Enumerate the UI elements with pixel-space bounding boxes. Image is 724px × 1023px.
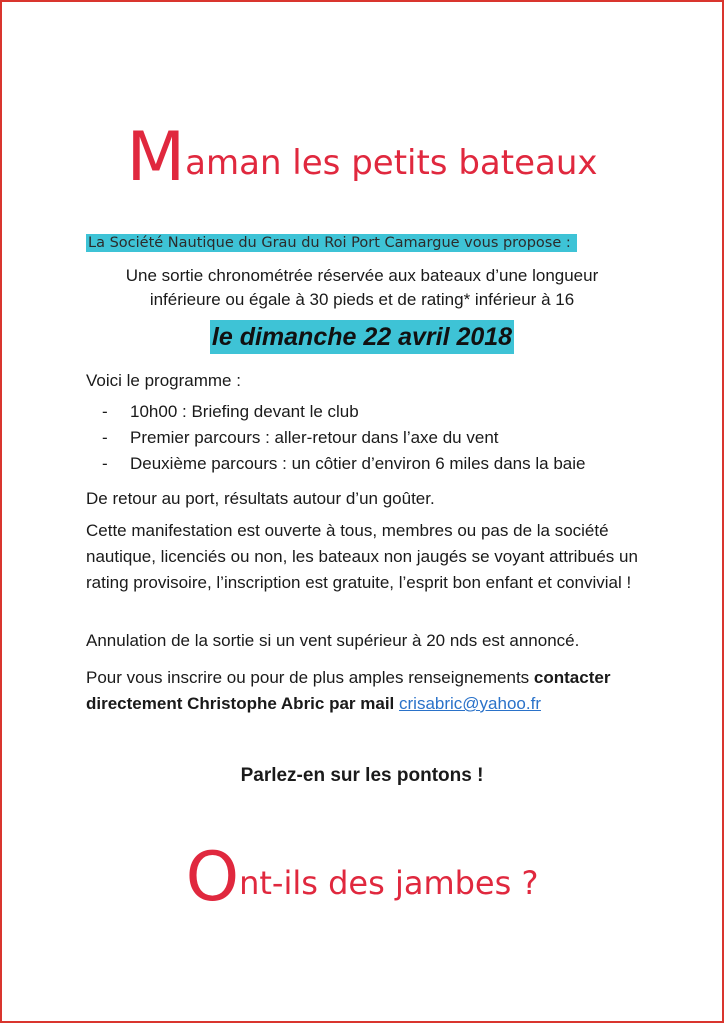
bullet-dash: - (102, 428, 108, 447)
program-item-text: Deuxième parcours : un côtier d’environ 6 miles dans la baie (130, 454, 586, 473)
description-line-1: Une sortie chronométrée réservée aux bateaux d’une longueur (125, 266, 599, 285)
cancel-paragraph: Annulation de la sortie si un vent supérieur à 20 nds est annoncé. (86, 631, 580, 650)
event-description (2, 264, 722, 312)
open-paragraph: Cette manifestation est ouverte à tous, membres ou pas de la société nautique, licenciés ou non, les bateaux non jaugés se voyant attribués un rating provisoire, l’inscription est gratuite, l’esprit bon enfant et convivial ! (86, 521, 638, 592)
program-item-text: Premier parcours : aller-retour dans l’axe du vent (130, 428, 499, 447)
intro-line (86, 234, 577, 252)
description-line-2: inférieure ou égale à 30 pieds et de rating* inférieur à 16 (149, 290, 575, 309)
program-intro: Voici le programme : (86, 371, 241, 390)
program-list (102, 399, 585, 477)
program-item-text: 10h00 : Briefing devant le club (130, 402, 359, 421)
contact-prefix: Pour vous inscrire ou pour de plus amples renseignements (86, 668, 534, 687)
event-date-line (2, 320, 722, 354)
program-item (102, 399, 585, 425)
return-paragraph: De retour au port, résultats autour d’un goûter. (86, 489, 435, 508)
headline-rest: aman les petits bateaux (185, 143, 598, 183)
event-date: le dimanche 22 avril 2018 (210, 320, 514, 354)
program-item (102, 451, 585, 477)
slogan: Parlez-en sur les pontons ! (240, 765, 484, 786)
program-item (102, 425, 585, 451)
closing-title (2, 838, 722, 917)
bullet-dash: - (102, 454, 108, 473)
closing-initial: O (185, 838, 240, 917)
headline-title (2, 118, 722, 197)
headline-initial: M (126, 118, 186, 197)
contact-email-link[interactable]: crisabric@yahoo.fr (399, 694, 541, 713)
contact-bold: contacter directement Christophe Abric par mail (86, 668, 611, 713)
closing-rest: nt-ils des jambes ? (239, 864, 539, 902)
bullet-dash: - (102, 402, 108, 421)
contact-paragraph (86, 665, 656, 717)
intro-highlight: La Société Nautique du Grau du Roi Port Camargue vous propose : (86, 234, 577, 252)
